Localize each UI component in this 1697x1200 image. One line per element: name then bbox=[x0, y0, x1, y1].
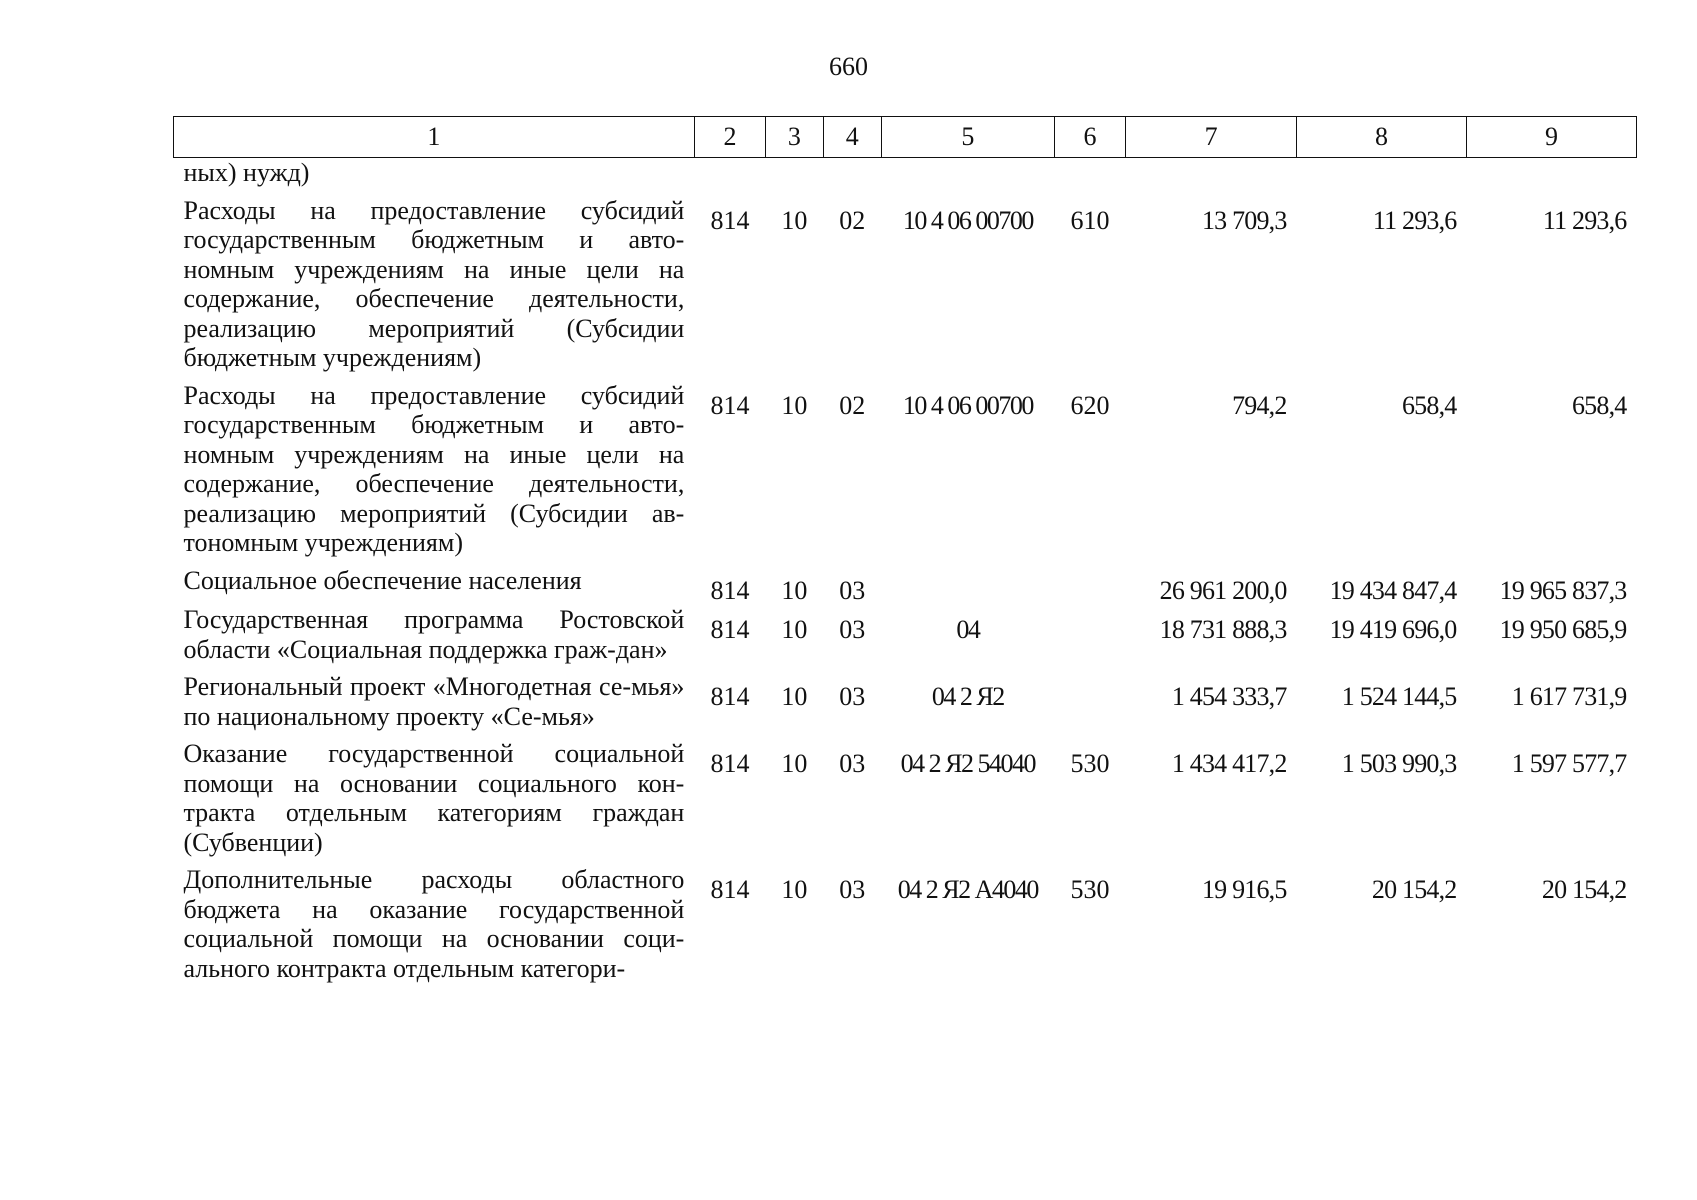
row-amount-col9: 11 293,6 bbox=[1542, 205, 1627, 235]
row-target-code: 04 bbox=[956, 615, 980, 644]
row-amount-col7: 1 454 333,7 bbox=[1171, 682, 1287, 711]
row-subsection-code: 03 bbox=[839, 682, 866, 711]
row-section-code: 10 bbox=[781, 615, 808, 644]
row-amount-col7: 1 434 417,2 bbox=[1171, 749, 1287, 778]
row-section-code: 10 bbox=[781, 875, 808, 904]
table-row bbox=[174, 865, 1637, 991]
col-header-7: 7 bbox=[1126, 117, 1297, 158]
col-header-9: 9 bbox=[1467, 117, 1637, 158]
row-admin-code: 814 bbox=[710, 875, 750, 904]
budget-table bbox=[173, 116, 1637, 991]
row-amount-col8: 11 293,6 bbox=[1372, 205, 1457, 235]
row-target-code: 04 2 Я2 54040 bbox=[900, 749, 1035, 778]
row-target-code: 04 2 Я2 А4040 bbox=[897, 875, 1038, 904]
row-expense-type: 610 bbox=[1070, 205, 1110, 235]
row-subsection-code: 03 bbox=[839, 749, 866, 778]
row-target-code bbox=[881, 566, 1054, 606]
row-section-code: 10 bbox=[781, 575, 808, 605]
row-amount-col8: 20 154,2 bbox=[1371, 875, 1457, 904]
row-section-code: 10 bbox=[781, 390, 808, 420]
row-name: Государственная программа Ростовской области «Социальная поддержка граж-дан» bbox=[183, 605, 685, 664]
table-row bbox=[174, 672, 1637, 739]
row-section-code: 10 bbox=[781, 205, 808, 235]
row-amount-col8: 19 434 847,4 bbox=[1329, 575, 1457, 605]
row-subsection-code: 02 bbox=[839, 205, 866, 235]
continuation-text: ных) нужд) bbox=[183, 158, 310, 187]
row-amount-col7: 794,2 bbox=[1232, 390, 1287, 420]
table-row bbox=[174, 605, 1637, 672]
table-header-row bbox=[174, 117, 1637, 158]
page-number: 660 bbox=[829, 52, 868, 81]
row-amount-col7: 19 916,5 bbox=[1201, 875, 1287, 904]
col-header-1: 1 bbox=[174, 117, 695, 158]
table-row bbox=[174, 381, 1637, 566]
row-subsection-code: 03 bbox=[839, 615, 866, 644]
row-expense-type bbox=[1054, 605, 1125, 672]
row-admin-code: 814 bbox=[710, 205, 750, 235]
row-section-code: 10 bbox=[781, 749, 808, 778]
row-amount-col7: 26 961 200,0 bbox=[1159, 575, 1287, 605]
row-name: Дополнительные расходы областного бюджета на оказание государственной социальной помощи на основании соци-ального контракта отдельным категори- bbox=[183, 865, 685, 983]
table-row bbox=[174, 739, 1637, 865]
col-header-3: 3 bbox=[766, 117, 823, 158]
table-row bbox=[174, 566, 1637, 606]
row-admin-code: 814 bbox=[710, 575, 750, 605]
row-amount-col8: 1 524 144,5 bbox=[1341, 682, 1457, 711]
col-header-5: 5 bbox=[881, 117, 1054, 158]
row-name: Социальное обеспечение населения bbox=[183, 565, 582, 595]
col-header-4: 4 bbox=[823, 117, 881, 158]
col-header-2: 2 bbox=[694, 117, 765, 158]
row-amount-col9: 20 154,2 bbox=[1541, 875, 1627, 904]
row-amount-col9: 658,4 bbox=[1571, 390, 1627, 420]
row-expense-type: 620 bbox=[1070, 390, 1110, 420]
row-expense-type bbox=[1054, 672, 1125, 739]
row-target-code: 10 4 06 00700 bbox=[902, 205, 1033, 235]
row-amount-col9: 1 617 731,9 bbox=[1511, 682, 1627, 711]
row-admin-code: 814 bbox=[710, 615, 750, 644]
row-amount-col9: 19 965 837,3 bbox=[1499, 575, 1627, 605]
row-name: Расходы на предоставление субсидий государственным бюджетным и авто-номным учреждениям на иные цели на содержание, обеспечение деятельности, реализацию мероприятий (Субсидии ав-тономным учреждениям) bbox=[183, 380, 685, 557]
row-amount-col7: 18 731 888,3 bbox=[1159, 615, 1287, 644]
row-amount-col8: 658,4 bbox=[1401, 390, 1457, 420]
row-expense-type bbox=[1054, 566, 1125, 606]
row-amount-col7: 13 709,3 bbox=[1201, 205, 1287, 235]
row-expense-type: 530 bbox=[1070, 749, 1110, 778]
row-expense-type: 530 bbox=[1070, 875, 1110, 904]
row-section-code: 10 bbox=[781, 682, 808, 711]
table-row bbox=[174, 196, 1637, 381]
row-amount-col8: 19 419 696,0 bbox=[1329, 615, 1457, 644]
row-admin-code: 814 bbox=[710, 390, 750, 420]
continuation-row bbox=[174, 158, 1637, 196]
row-subsection-code: 03 bbox=[839, 875, 866, 904]
row-name: Оказание государственной социальной помощи на основании социального кон-тракта отдельным категориям граждан (Субвенции) bbox=[183, 739, 685, 857]
row-subsection-code: 03 bbox=[839, 575, 866, 605]
col-header-6: 6 bbox=[1054, 117, 1125, 158]
row-amount-col9: 1 597 577,7 bbox=[1511, 749, 1627, 778]
row-amount-col8: 1 503 990,3 bbox=[1341, 749, 1457, 778]
row-name: Региональный проект «Многодетная се-мья» по национальному проекту «Се-мья» bbox=[183, 672, 685, 731]
row-admin-code: 814 bbox=[710, 749, 750, 778]
row-target-code: 10 4 06 00700 bbox=[902, 390, 1033, 420]
row-subsection-code: 02 bbox=[839, 390, 866, 420]
row-admin-code: 814 bbox=[710, 682, 750, 711]
col-header-8: 8 bbox=[1297, 117, 1467, 158]
row-name: Расходы на предоставление субсидий государственным бюджетным и авто-номным учреждениям на иные цели на содержание, обеспечение деятельности, реализацию мероприятий (Субсидии бюджетным учреждениям) bbox=[183, 195, 685, 372]
row-target-code: 04 2 Я2 bbox=[931, 682, 1004, 711]
row-amount-col9: 19 950 685,9 bbox=[1499, 615, 1627, 644]
